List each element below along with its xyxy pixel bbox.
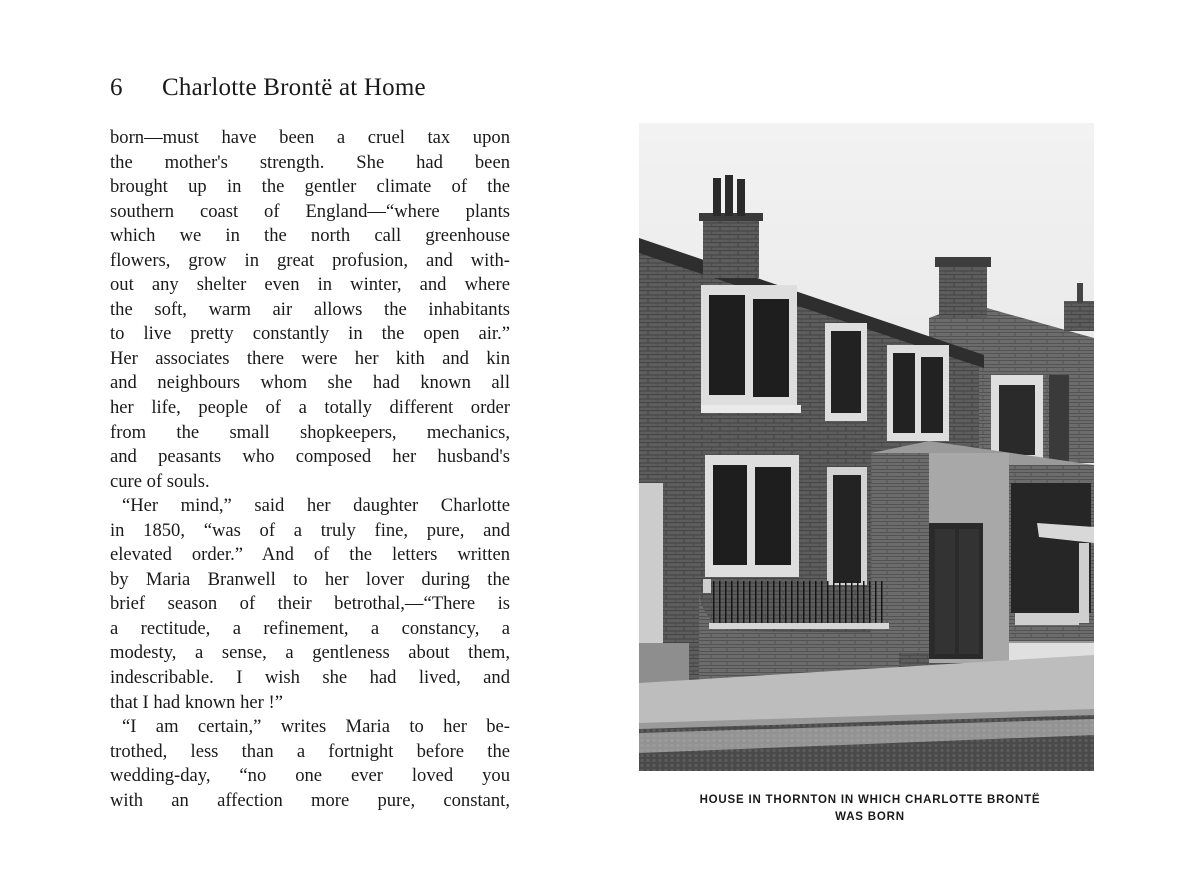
text-line: which we in the north call greenhouse xyxy=(110,225,510,247)
page-number: 6 xyxy=(110,74,123,101)
text-line: out any shelter even in winter, and where xyxy=(110,274,510,296)
text-line: southern coast of England—“where plants xyxy=(110,200,510,222)
text-line: flowers, grow in great profusion, and with- xyxy=(110,249,510,271)
text-line: wedding-day, “no one ever loved you xyxy=(110,765,510,787)
text-line: by Maria Branwell to her lover during the xyxy=(110,568,510,590)
text-line: brought up in the gentler climate of the xyxy=(110,176,510,198)
text-line: and peasants who composed her husband's xyxy=(110,446,510,468)
text-line: cure of souls. xyxy=(110,470,210,492)
text-line: Her associates there were her kith and kin xyxy=(110,347,510,369)
text-line: a rectitude, a refinement, a constancy, a xyxy=(110,617,510,639)
text-line: and neighbours whom she had known all xyxy=(110,372,510,394)
caption-line: HOUSE IN THORNTON IN WHICH CHARLOTTE BRONTË xyxy=(699,794,1041,806)
caption-line: WAS BORN xyxy=(835,811,905,823)
photo-caption xyxy=(620,792,1120,826)
body-text xyxy=(110,126,510,813)
text-line: in 1850, “was of a truly fine, pure, and xyxy=(110,519,510,541)
text-line: from the small shopkeepers, mechanics, xyxy=(110,421,510,443)
text-line: the soft, warm air allows the inhabitants xyxy=(110,298,510,320)
text-line: with an affection more pure, constant, xyxy=(110,789,510,811)
text-line: the mother's strength. She had been xyxy=(110,151,510,173)
text-line: modesty, a sense, a gentleness about them, xyxy=(110,642,510,664)
text-line: brief season of their betrothal,—“There is xyxy=(110,593,510,615)
text-line: indescribable. I wish she had lived, and xyxy=(110,667,510,689)
running-title: Charlotte Brontë at Home xyxy=(162,74,426,101)
text-line: elevated order.” And of the letters written xyxy=(110,544,510,566)
right-page xyxy=(600,0,1200,895)
running-head xyxy=(110,74,426,102)
house-photograph xyxy=(639,123,1094,771)
text-line: to live pretty constantly in the open air.” xyxy=(110,323,510,345)
text-line: that I had known her !” xyxy=(110,691,283,713)
text-line: “I am certain,” writes Maria to her be- xyxy=(122,716,510,738)
text-line: “Her mind,” said her daughter Charlotte xyxy=(122,495,510,517)
text-line: trothed, less than a fortnight before the xyxy=(110,740,510,762)
text-line: her life, people of a totally different order xyxy=(110,397,510,419)
text-line: born—must have been a cruel tax upon xyxy=(110,127,510,148)
